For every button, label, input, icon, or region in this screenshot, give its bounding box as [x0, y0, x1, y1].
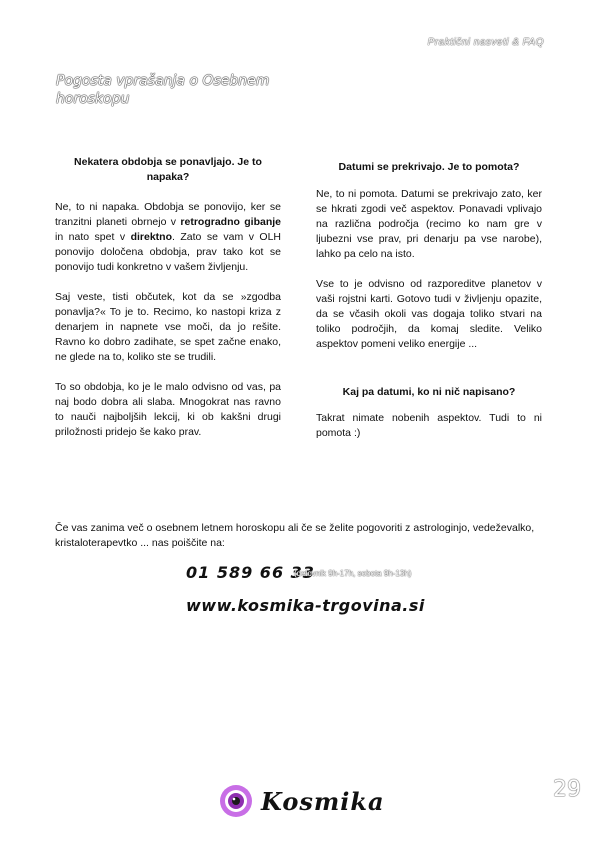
faq-heading-empty-dates: Kaj pa datumi, ko ni nič napisano? [342, 386, 516, 398]
left-column [55, 155, 281, 455]
faq-answer-empty-dates: Takrat nimate nobenih aspektov. Tudi to ni pomota :) [316, 412, 542, 439]
faq-heading-repeat: Nekatera obdobja se ponavljajo. Je to napaka? [74, 156, 262, 183]
running-header: Praktični nasveti & FAQ [427, 37, 544, 48]
faq-answer-overlap-p1: Ne, to ni pomota. Datumi se prekrivajo zato, ker se hkrati zgodi več aspektov. Ponavadi vplivajo na različna področja (recimo ko nam gre v ljubezni vse prav, pri denarju pa vse narobe), lahko pa celo na isto. [316, 188, 542, 260]
section-title: Pogosta vprašanja o Osebnem horoskopu [56, 73, 270, 107]
website-link[interactable]: www.kosmika-trgovina.si [186, 596, 425, 615]
contact-text: Če vas zanima več o osebnem letnem horoskopu ali če se želite pogovoriti z astrologinjo, vedeževalko, kristaloterapevtko ... nas poiščite na: [55, 522, 535, 549]
faq-answer-repeat-p3: To so obdobja, ko je le malo odvisno od vas, pa naj bodo dobra ali slaba. Mnogokrat nas ravno to nauči najboljših lekcij, ki ob kakšni drugi priložnosti pridejo še kako prav. [55, 381, 281, 438]
phone-number[interactable]: 01 589 66 33 [186, 563, 315, 582]
kosmika-logo [219, 784, 385, 818]
faq-answer-repeat-p2: Saj veste, tisti občutek, kot da se »zgodba ponavlja?« To je to. Recimo, ko nastopi kriza z denarjem in napnete vse moči, da jo rešite. Ravno ko dobro zadihate, se spet začne enako, ne glede na to, koliko ste se trudili. [55, 291, 281, 363]
faq-answer-overlap-p2: Vse to je odvisno od razporeditve planetov v vaši rojstni karti. Gotovo tudi v življenju opazite, da se včasih okoli vas dogaja toliko stvari na toliko področjih, da komaj sledite. Veliko aspektov pomeni veliko energije ... [316, 278, 542, 350]
faq-answer-repeat-p1: Ne, to ni napaka. Obdobja se ponovijo, ker se tranzitni planeti obrnejo v retrogradno gibanje in nato spet v direktno. Zato se vam v OLH ponovijo določena obdobja, prav tako kot se ponovijo tudi konkretno v vašem življenju. [55, 201, 281, 273]
kosmika-eye-logo-icon [219, 784, 253, 818]
right-column [316, 160, 542, 456]
logo-text: Kosmika [261, 786, 385, 816]
faq-heading-overlap: Datumi se prekrivajo. Je to pomota? [338, 161, 520, 173]
phone-hours-note: (delovnik 9h-17h, sobota 9h-13h) [294, 569, 412, 578]
page-number: 29 [553, 777, 581, 802]
